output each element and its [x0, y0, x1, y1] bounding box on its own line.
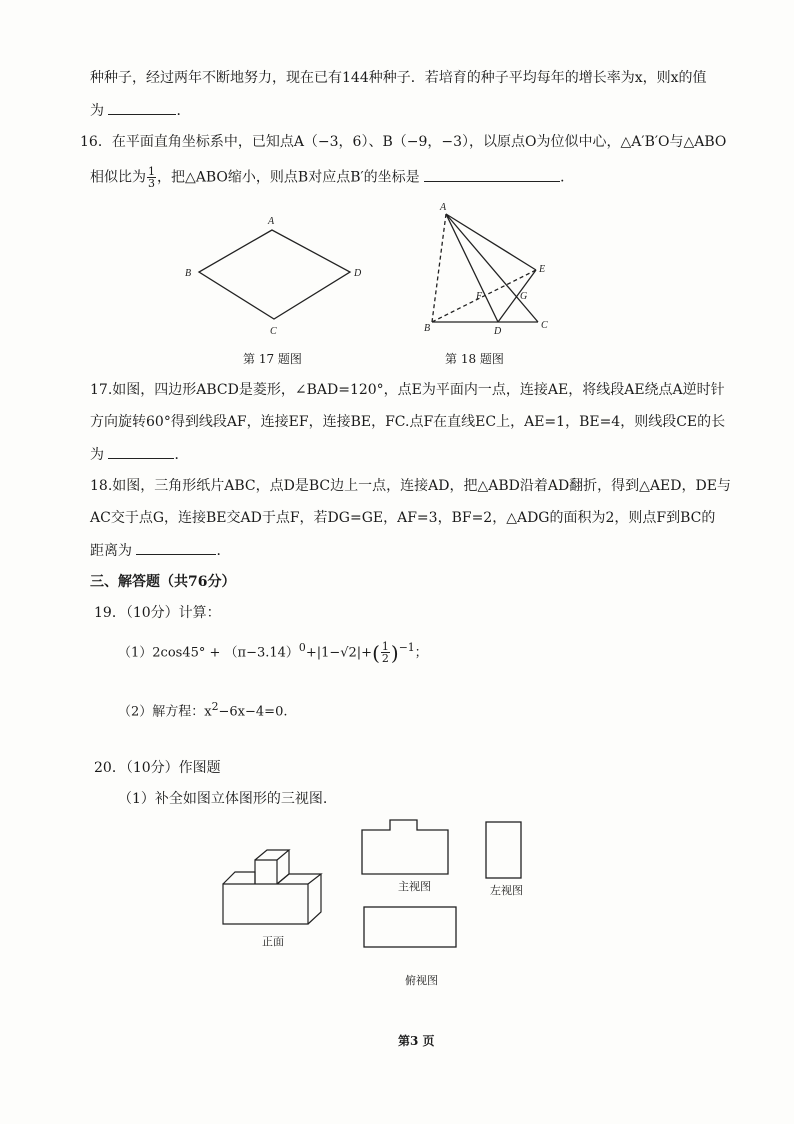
top-view-outline	[364, 907, 456, 947]
q17-line1: 17.如图，四边形ABCD是菱形，∠BAD=120°，点E为平面内一点，连接AE，将线段AE绕点A逆时针	[90, 382, 725, 398]
fig17-label-C: C	[270, 326, 277, 337]
front-view-drawing	[360, 818, 470, 878]
q17-line2: 方向旋转60°得到线段AF，连接EF，连接BE，FC.点F在直线EC上，AE=1，BE=4，则线段CE的长	[90, 414, 726, 430]
top-view-drawing	[362, 905, 472, 955]
fig17-caption: 第 17 题图	[243, 352, 302, 366]
q19-part2: （2）解方程：$x^2-6x-4=0$.	[118, 700, 288, 720]
q19-half-fraction: $\frac{1}{2}$	[381, 640, 389, 666]
fig17-rhombus	[199, 230, 350, 319]
fig17-rhombus-diagram	[180, 212, 380, 342]
page-number: 第3 页	[398, 1034, 435, 1048]
solid-middle-block-top	[255, 850, 289, 860]
q20-solid-figure	[215, 848, 345, 938]
fig18-label-G: G	[520, 291, 528, 302]
solid-middle-block-front	[255, 860, 277, 884]
fig18-label-E: E	[539, 264, 546, 275]
fig18-segment-AC	[446, 214, 538, 322]
section3-title: 三、解答题（共76分）	[90, 574, 236, 590]
left-view-outline	[486, 822, 521, 878]
fig18-triangle-diagram	[420, 200, 580, 340]
front-view-outline	[362, 820, 448, 874]
q18-line3: 距离为 ．	[90, 540, 230, 561]
fig17-label-A: A	[268, 216, 275, 227]
solid-right-side	[308, 874, 321, 924]
q20-part1: （1）补全如图立体图形的三视图.	[118, 791, 328, 807]
solid-front-base	[223, 884, 308, 924]
q15-answer-blank[interactable]	[108, 100, 176, 115]
fig18-segment-DE	[498, 270, 536, 322]
fig18-label-C: C	[541, 320, 548, 331]
q16-answer-blank[interactable]	[424, 167, 560, 182]
q17-line3: 为 ．	[90, 444, 188, 465]
solid-right-step-top	[277, 874, 321, 884]
fig18-label-D: D	[494, 326, 502, 337]
fig18-label-B: B	[424, 323, 431, 334]
q15-line2: 为 ．	[90, 100, 190, 121]
q15-line1: 种种子，经过两年不断地努力，现在已有144种种子．若培育的种子平均每年的增长率为x，则x的值	[90, 70, 707, 86]
solid-left-block-top	[223, 872, 255, 884]
q16-ratio-fraction: $\frac{1}{3}$	[148, 165, 155, 190]
q19-part1: $(1)2\cos 45^\circ + (\pi-3.14)^0+|1-√2|+$( $\frac{1}{2}$ )$^{-1}$；	[118, 640, 428, 666]
left-view-label: 左视图	[490, 884, 523, 897]
fig18-caption: 第 18 题图	[445, 352, 504, 366]
left-view-drawing	[484, 820, 534, 890]
q17-answer-blank[interactable]	[108, 444, 174, 459]
q20-title: 20．（10分）作图题	[94, 760, 221, 776]
solid-label: 正面	[262, 935, 284, 948]
fig18-label-A: A	[440, 202, 447, 213]
q18-line2: AC交于点G，连接BE交AD于点F，若DG=GE，AF=3，BF=2，△ADG的面积为2，则点F到BC的	[90, 510, 716, 526]
fig17-label-B: B	[185, 268, 192, 279]
q18-answer-blank[interactable]	[136, 540, 216, 555]
front-view-label: 主视图	[398, 880, 431, 893]
q18-line1: 18.如图，三角形纸片ABC，点D是BC边上一点，连接AD，把△ABD沿着AD翻折，得到△AED，DE与	[90, 478, 731, 494]
q19-title: 19．（10分）计算：	[94, 605, 221, 621]
fig17-label-D: D	[354, 268, 362, 279]
fig18-label-F: F	[476, 291, 483, 302]
q16-line1: 16．在平面直角坐标系中，已知点A（−3，6）、B（−9，−3），以原点O为位似中心，△A′B′O与△ABO	[80, 134, 727, 150]
top-view-label: 俯视图	[405, 974, 438, 987]
fig18-segment-AB	[432, 214, 446, 322]
q16-line2: 相似比为 $\frac{1}{3}$ ，把△ABO缩小，则点B对应点B′的坐标是 ．	[90, 165, 575, 190]
